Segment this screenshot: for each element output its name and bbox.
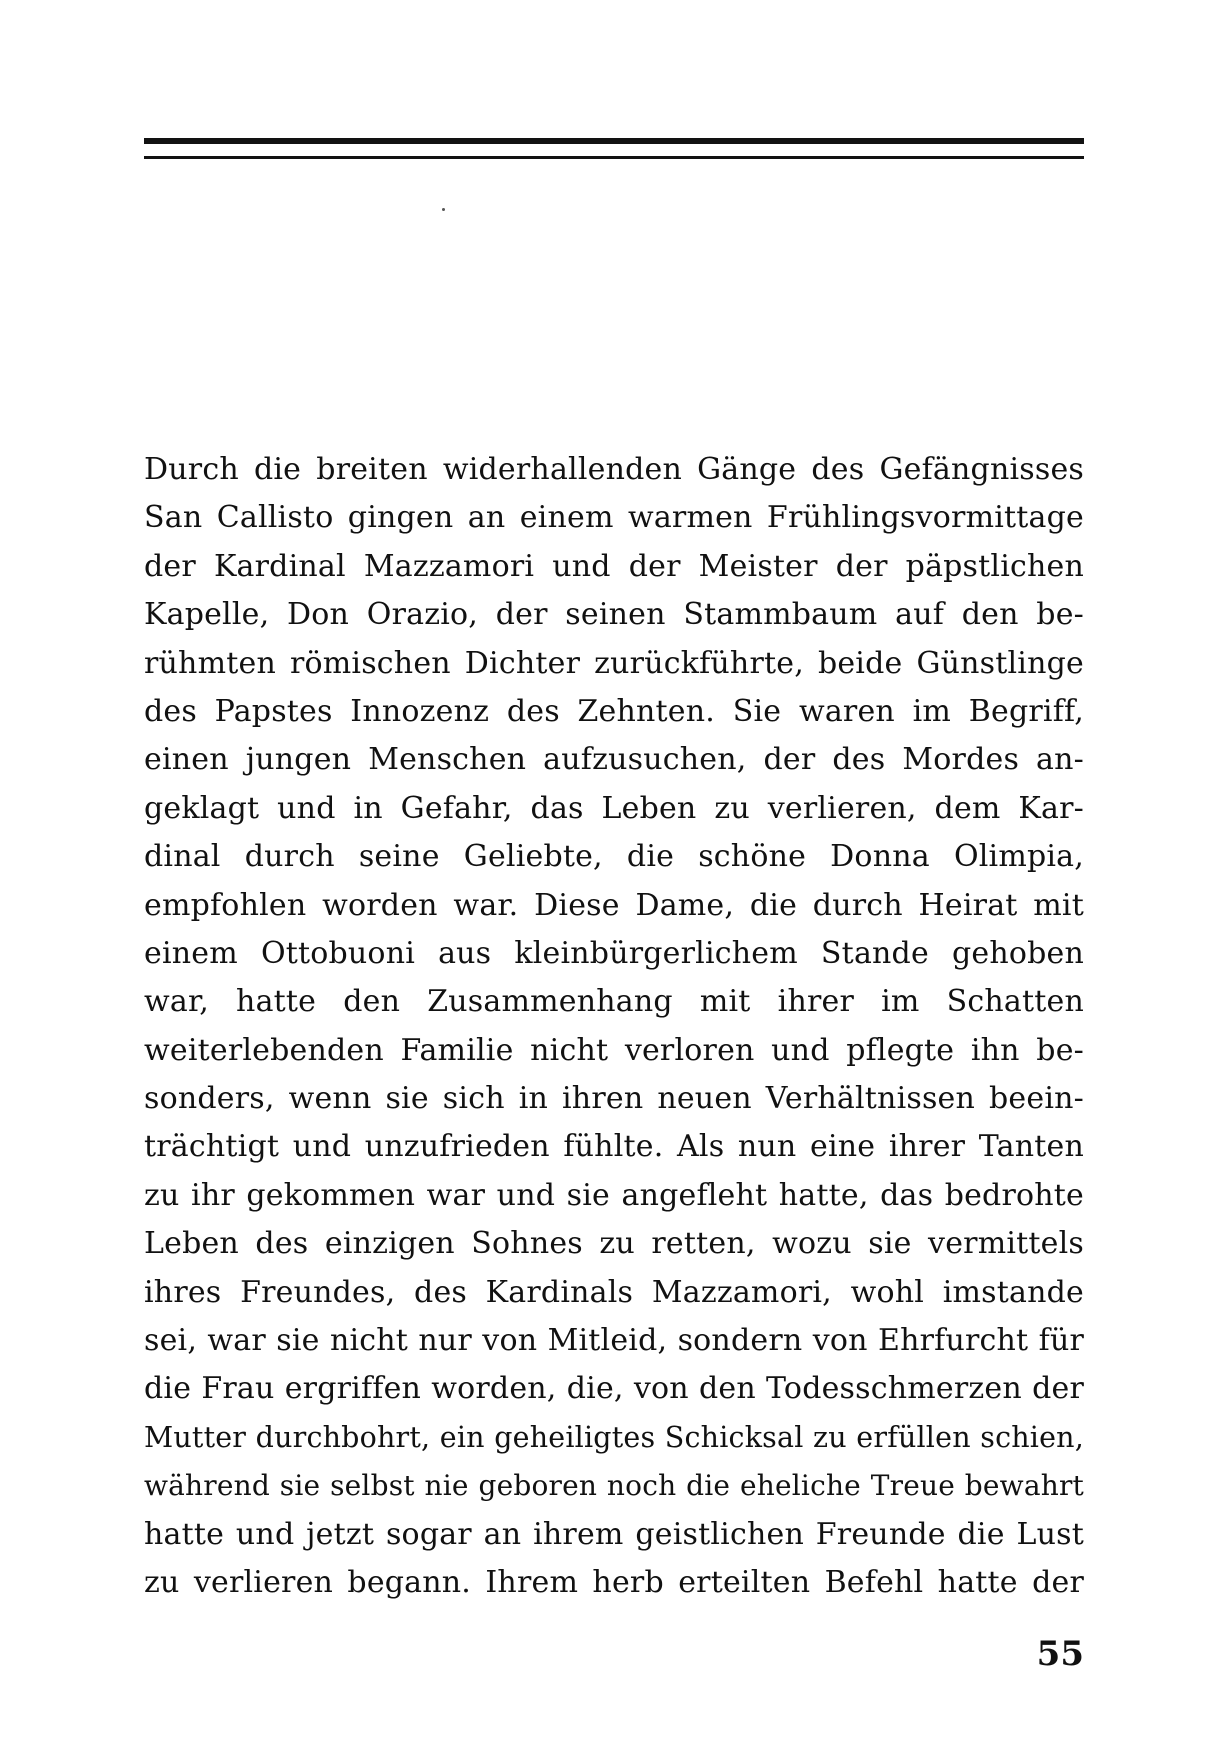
text-line: Leben des einzigen Sohnes zu retten, wozu sie vermittels xyxy=(144,1226,1084,1262)
text-line: sei, war sie nicht nur von Mitleid, sondern von Ehrfurcht für xyxy=(144,1323,1084,1359)
text-line: einen jungen Menschen aufzusuchen, der des Mordes an- xyxy=(144,742,1084,778)
text-line: Durch die breiten widerhallenden Gänge des Gefängnisses xyxy=(144,452,1084,487)
text-line: war, hatte den Zusammenhang mit ihrer im Schatten xyxy=(144,984,1084,1020)
text-line: sonders, wenn sie sich in ihren neuen Verhältnissen beein- xyxy=(144,1081,1084,1117)
text-line: trächtigt und unzufrieden fühlte. Als nun eine ihrer Tanten xyxy=(144,1129,1084,1165)
body-text xyxy=(144,446,1084,1607)
text-line: hatte und jetzt sogar an ihrem geistlichen Freunde die Lust xyxy=(144,1516,1084,1552)
text-line: während sie selbst nie geboren noch die eheliche Treue bewahrt xyxy=(144,1469,1084,1503)
header-rule-thick xyxy=(144,138,1084,144)
text-line: empfohlen worden war. Diese Dame, die durch Heirat mit xyxy=(144,887,1084,923)
text-line: geklagt und in Gefahr, das Leben zu verlieren, dem Kar- xyxy=(144,790,1084,826)
speck xyxy=(442,208,445,211)
page-number: 55 xyxy=(1036,1634,1084,1674)
text-line: rühmten römischen Dichter zurückführte, beide Günstlinge xyxy=(144,645,1084,681)
text-line: weiterlebenden Familie nicht verloren und pflegte ihn be- xyxy=(144,1032,1084,1068)
text-line: der Kardinal Mazzamori und der Meister der päpstlichen xyxy=(144,548,1084,584)
text-line: die Frau ergriffen worden, die, von den Todesschmerzen der xyxy=(144,1371,1084,1407)
text-line: San Callisto gingen an einem warmen Frühlingsvormittage xyxy=(144,500,1084,536)
header-rule-thin xyxy=(144,156,1084,159)
text-line: Kapelle, Don Orazio, der seinen Stammbaum auf den be- xyxy=(144,597,1084,633)
text-line: zu verlieren begann. Ihrem herb erteilten Befehl hatte der xyxy=(144,1564,1084,1600)
text-line: des Papstes Innozenz des Zehnten. Sie waren im Begriff, xyxy=(144,693,1084,729)
text-line: ihres Freundes, des Kardinals Mazzamori, wohl imstande xyxy=(144,1274,1084,1310)
text-line: Mutter durchbohrt, ein geheiligtes Schicksal zu erfüllen schien, xyxy=(144,1420,1084,1454)
text-line: einem Ottobuoni aus kleinbürgerlichem Stande gehoben xyxy=(144,935,1084,971)
text-line: dinal durch seine Geliebte, die schöne Donna Olimpia, xyxy=(144,839,1084,875)
text-line: zu ihr gekommen war und sie angefleht hatte, das bedrohte xyxy=(144,1177,1084,1213)
